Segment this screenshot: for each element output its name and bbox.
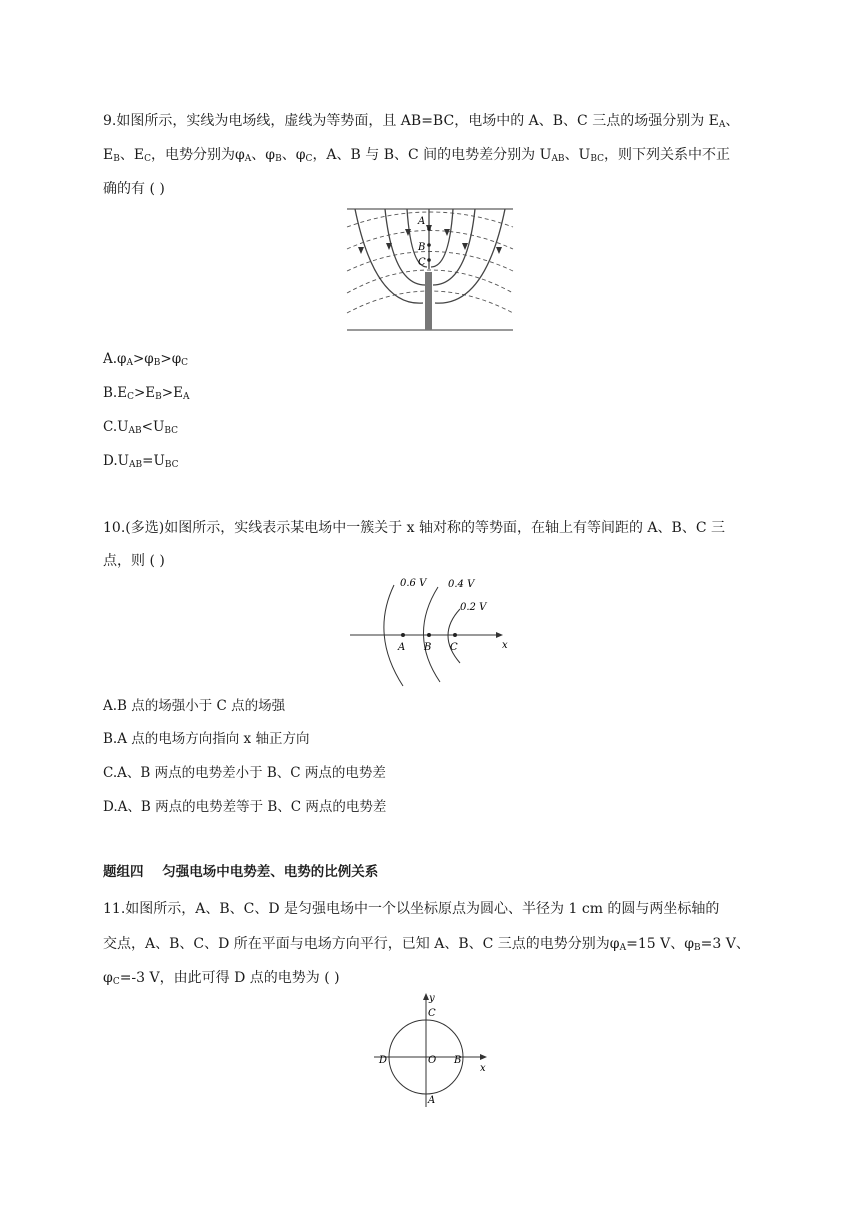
q10-line2: 点，则 ( ) <box>103 553 165 569</box>
q10-option-a: A.B 点的场强小于 C 点的场强 <box>103 698 286 714</box>
section-title: 题组四 匀强电场中电势差、电势的比例关系 <box>103 864 379 880</box>
q11-label-b: B <box>454 1055 462 1066</box>
q9-label-a: A <box>418 216 426 227</box>
q10-option-d: D.A、B 两点的电势差等于 B、C 两点的电势差 <box>103 799 387 815</box>
q10-label-x: x <box>502 640 508 651</box>
q11-label-x: x <box>480 1063 486 1074</box>
q10-line1: 10.(多选)如图所示，实线表示某电场中一簇关于 x 轴对称的等势面，在轴上有等间距的 A、B、C 三 <box>103 520 725 536</box>
q9-option-c: $C.U_{AB}<U_{BC}$ <box>103 419 179 436</box>
q9-option-b: $B.E_C>E_B>E_A$ <box>103 385 190 402</box>
q10-label-04v: 0.4 V <box>448 579 475 590</box>
q9-label-b: B <box>418 242 426 253</box>
q10-label-c: C <box>450 642 458 653</box>
q11-line1: 11.如图所示，A、B、C、D 是匀强电场中一个以坐标原点为圆心、半径为 1 cm 的圆与两坐标轴的 <box>103 901 720 917</box>
q11-label-y: y <box>429 993 435 1004</box>
q9-line2: $E_B$、$E_C$，电势分别为$\varphi_A$、$\varphi_B$、$\varphi_C$，A、B 与 B、C 间的电势差分别为 $U_{AB}$、$U_{BC}$，则下列关系中不正 <box>103 147 731 164</box>
q9-option-a: $A.\varphi_A>\varphi_B>\varphi_C$ <box>103 351 189 368</box>
q10-equipotential-figure <box>348 573 518 689</box>
q9-field-lines-figure <box>345 207 515 333</box>
q10-option-b: B.A 点的电场方向指向 x 轴正方向 <box>103 731 310 747</box>
q10-option-c: C.A、B 两点的电势差小于 B、C 两点的电势差 <box>103 765 386 781</box>
q11-label-a: A <box>428 1095 436 1106</box>
q9-line3: 确的有 ( ) <box>103 181 165 197</box>
q11-label-o: O <box>428 1055 437 1066</box>
q11-label-c: C <box>428 1008 436 1019</box>
q9-label-c: C <box>418 257 426 268</box>
q11-circle-figure <box>368 990 493 1108</box>
q10-label-06v: 0.6 V <box>400 578 427 589</box>
q11-label-d: D <box>379 1055 388 1066</box>
q10-label-02v: 0.2 V <box>460 602 487 613</box>
q10-label-b: B <box>424 642 432 653</box>
q10-label-a: A <box>398 642 406 653</box>
q9-option-d: $D.U_{AB}=U_{BC}$ <box>103 453 179 470</box>
q11-line3: $\varphi_C=-3$ V，由此可得 D 点的电势为 ( ) <box>103 970 340 987</box>
q11-line2: 交点，A、B、C、D 所在平面与电场方向平行，已知 A、B、C 三点的电势分别为$\varphi_A=15$ V、$\varphi_B=3$ V、 <box>103 936 750 953</box>
q9-line1: 9.如图所示，实线为电场线，虚线为等势面，且 AB=BC，电场中的 A、B、C 三点的场强分别为 $E_A$、 <box>103 113 740 130</box>
